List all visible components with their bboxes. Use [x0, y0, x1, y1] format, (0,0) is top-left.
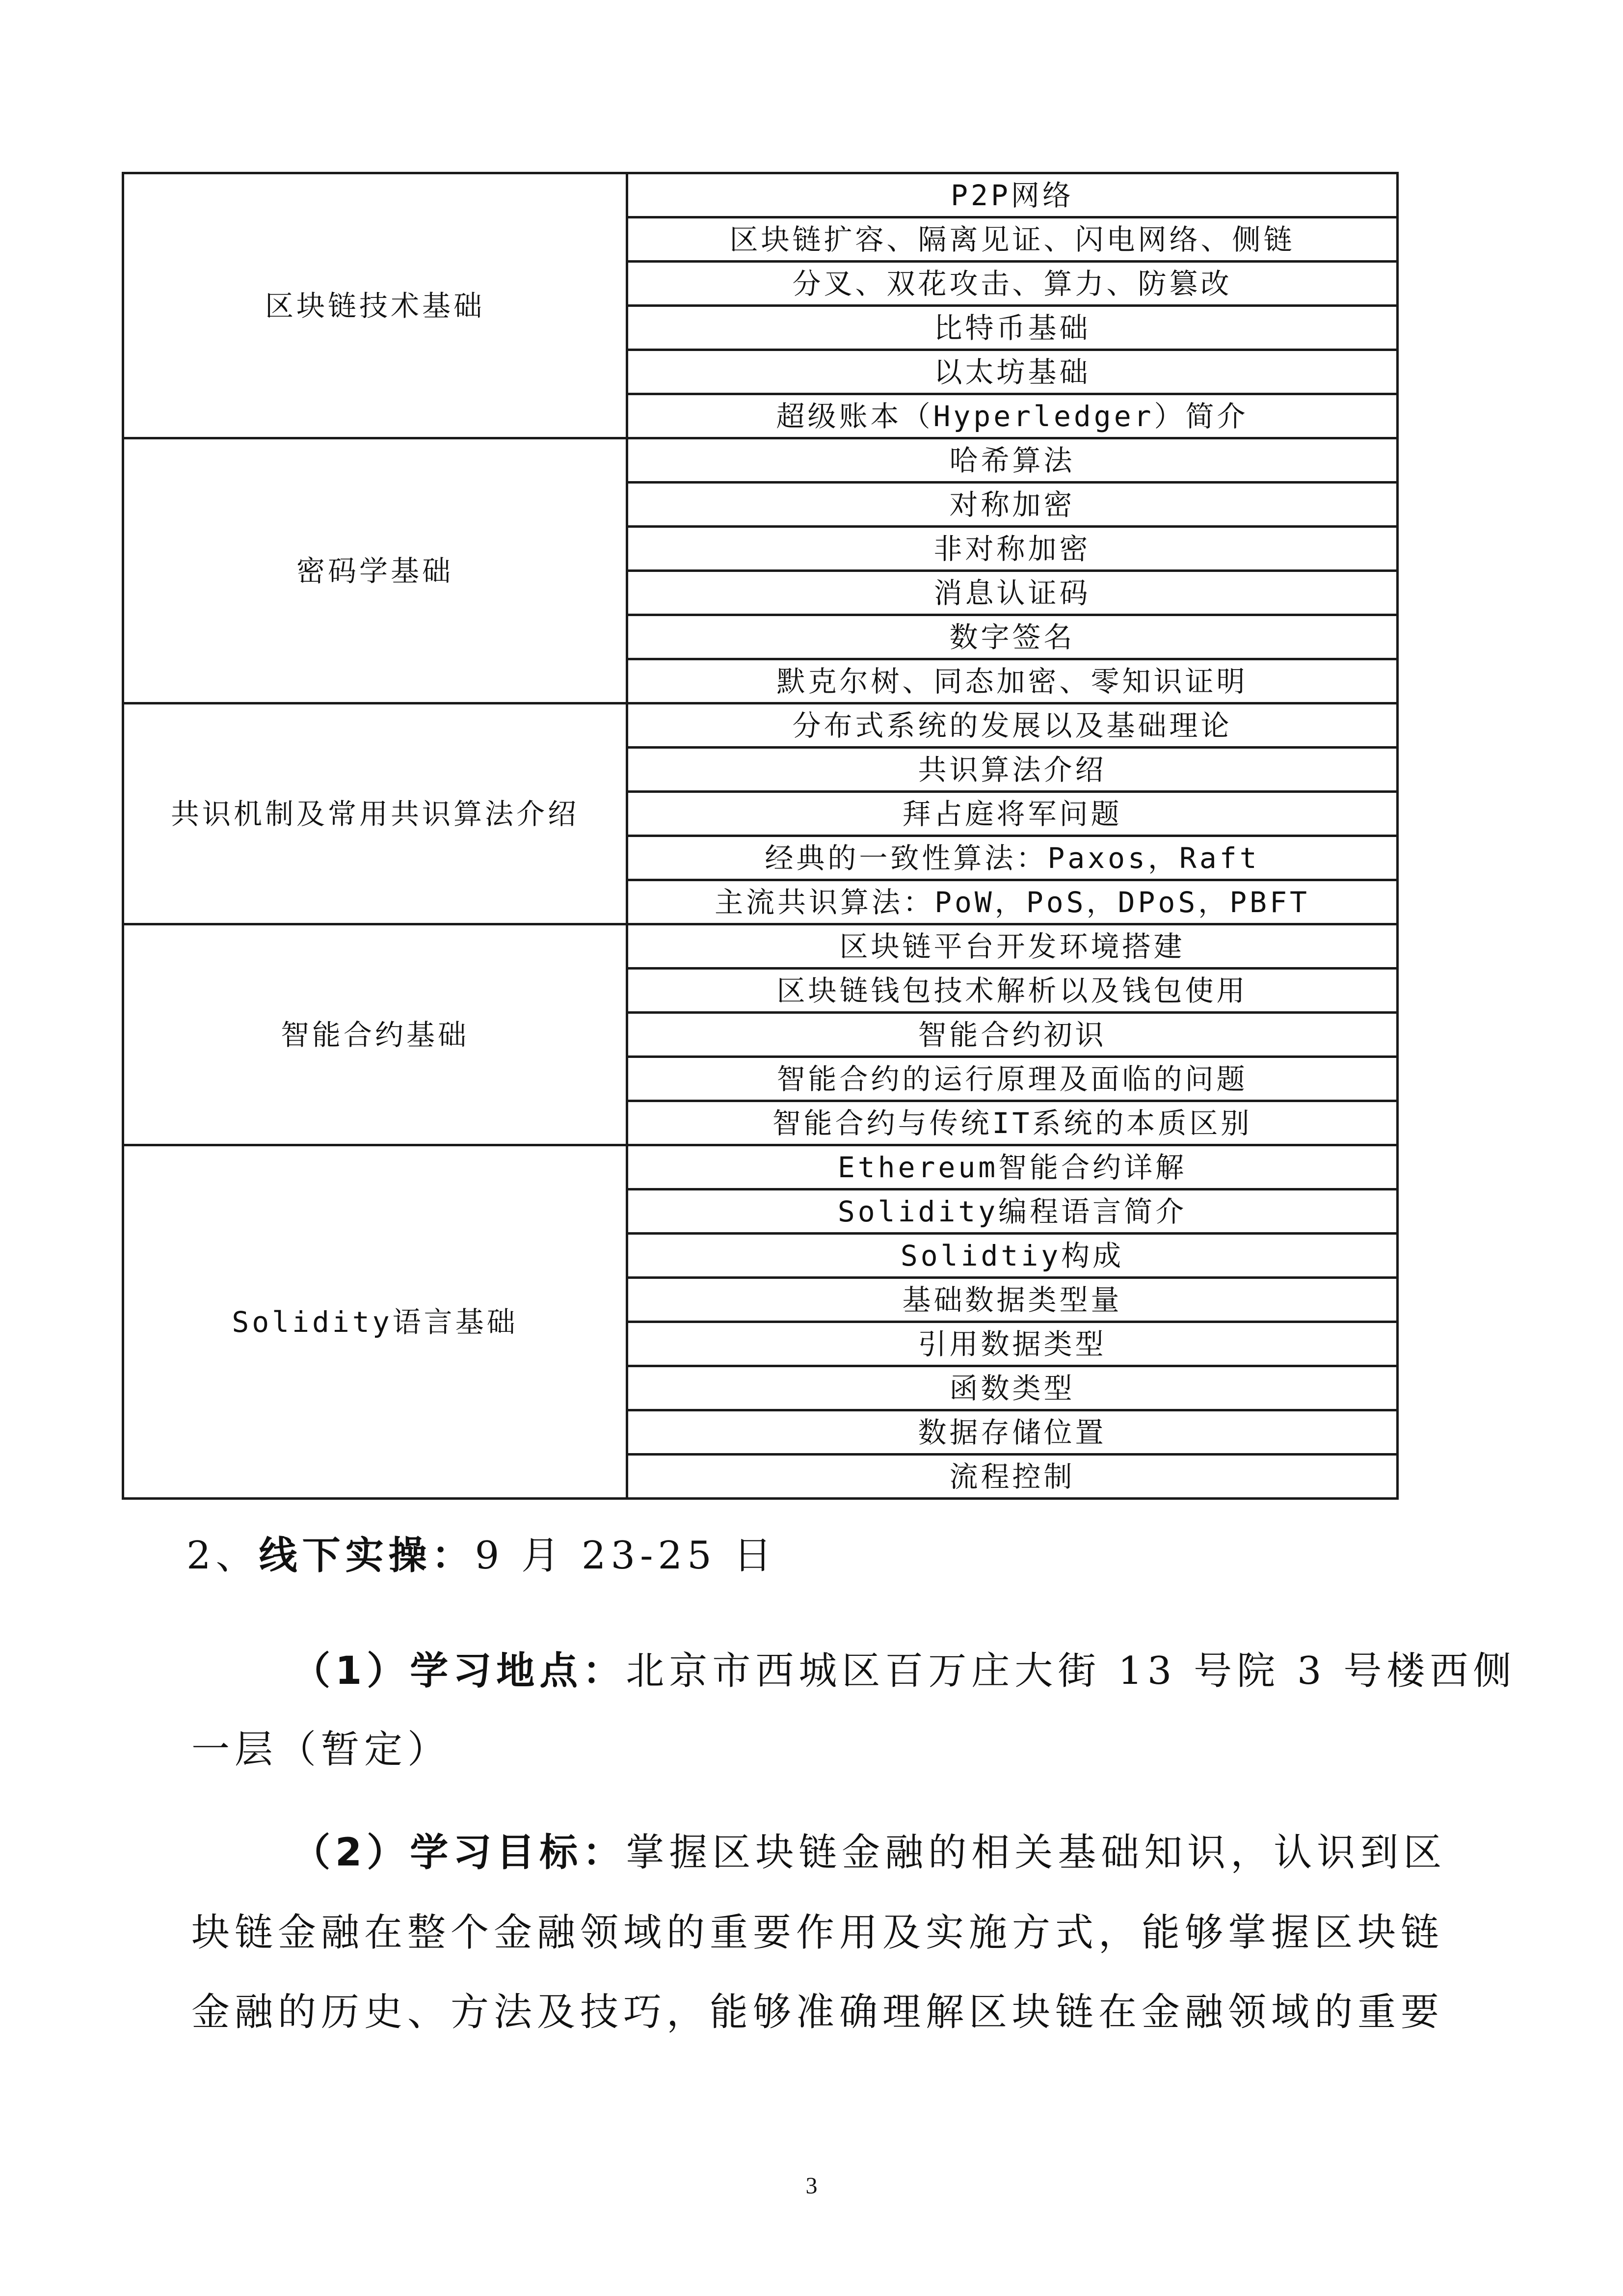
topic-cell: 区块链扩容、隔离见证、闪电网络、侧链 — [627, 217, 1398, 262]
page-number: 3 — [805, 2173, 818, 2199]
table-row — [123, 1145, 1398, 1189]
table-row — [123, 924, 1398, 969]
location-text-2: 一层（暂定） — [191, 1728, 451, 1772]
topic-cell: 区块链平台开发环境搭建 — [627, 924, 1398, 969]
topic-cell: 非对称加密 — [627, 527, 1398, 571]
topic-cell: 经典的一致性算法：Paxos，Raft — [627, 836, 1398, 880]
course-table — [122, 172, 1399, 1500]
topic-cell: Solidity编程语言简介 — [627, 1189, 1398, 1234]
topic-cell: 对称加密 — [627, 483, 1398, 527]
topic-cell: 哈希算法 — [627, 438, 1398, 483]
table-row — [123, 438, 1398, 483]
topic-cell: 共识算法介绍 — [627, 748, 1398, 792]
goal-line-2 — [191, 1911, 1444, 1955]
table-row — [123, 173, 1398, 217]
location-line-1 — [292, 1649, 1517, 1693]
goal-text-3: 金融的历史、方法及技巧，能够准确理解区块链在金融领域的重要 — [191, 1990, 1444, 2034]
category-cell: 区块链技术基础 — [123, 173, 627, 438]
category-cell: Solidity语言基础 — [123, 1145, 627, 1499]
topic-cell: 超级账本（Hyperledger）简介 — [627, 394, 1398, 438]
topic-cell: 基础数据类型量 — [627, 1278, 1398, 1322]
topic-cell: 流程控制 — [627, 1455, 1398, 1499]
location-line-2 — [191, 1728, 451, 1772]
topic-cell: 智能合约初识 — [627, 1013, 1398, 1057]
topic-cell: 智能合约的运行原理及面临的问题 — [627, 1057, 1398, 1101]
topic-cell: 分叉、双花攻击、算力、防篡改 — [627, 262, 1398, 306]
category-cell: 共识机制及常用共识算法介绍 — [123, 703, 627, 924]
topic-cell: 引用数据类型 — [627, 1322, 1398, 1366]
section-2-date: 9 月 23-25 日 — [475, 1534, 777, 1578]
table-row — [123, 703, 1398, 748]
topic-cell: 消息认证码 — [627, 571, 1398, 615]
topic-cell: 区块链钱包技术解析以及钱包使用 — [627, 969, 1398, 1013]
section-2-label: 线下实操： — [259, 1534, 475, 1578]
section-2-heading — [186, 1534, 777, 1578]
section-2-prefix: 2、 — [186, 1534, 259, 1578]
goal-text-1: 掌握区块链金融的相关基础知识，认识到区 — [626, 1831, 1447, 1875]
goal-line-1 — [292, 1831, 1447, 1875]
topic-cell: 函数类型 — [627, 1366, 1398, 1410]
topic-cell: 智能合约与传统IT系统的本质区别 — [627, 1101, 1398, 1145]
location-text-1: 北京市西城区百万庄大街 13 号院 3 号楼西侧 — [626, 1649, 1517, 1693]
goal-line-3 — [191, 1990, 1444, 2034]
topic-cell: 以太坊基础 — [627, 350, 1398, 394]
location-label: （1）学习地点： — [292, 1649, 626, 1693]
topic-cell: 分布式系统的发展以及基础理论 — [627, 703, 1398, 748]
topic-cell: 数字签名 — [627, 615, 1398, 659]
topic-cell: 主流共识算法：PoW，PoS，DPoS，PBFT — [627, 880, 1398, 924]
topic-cell: 拜占庭将军问题 — [627, 792, 1398, 836]
topic-cell: Ethereum智能合约详解 — [627, 1145, 1398, 1189]
topic-cell: P2P网络 — [627, 173, 1398, 217]
category-cell: 智能合约基础 — [123, 924, 627, 1145]
goal-label: （2）学习目标： — [292, 1831, 626, 1875]
category-cell: 密码学基础 — [123, 438, 627, 703]
goal-text-2: 块链金融在整个金融领域的重要作用及实施方式，能够掌握区块链 — [191, 1911, 1444, 1955]
topic-cell: 比特币基础 — [627, 306, 1398, 350]
topic-cell: 默克尔树、同态加密、零知识证明 — [627, 659, 1398, 703]
topic-cell: Solidtiy构成 — [627, 1234, 1398, 1278]
topic-cell: 数据存储位置 — [627, 1410, 1398, 1455]
